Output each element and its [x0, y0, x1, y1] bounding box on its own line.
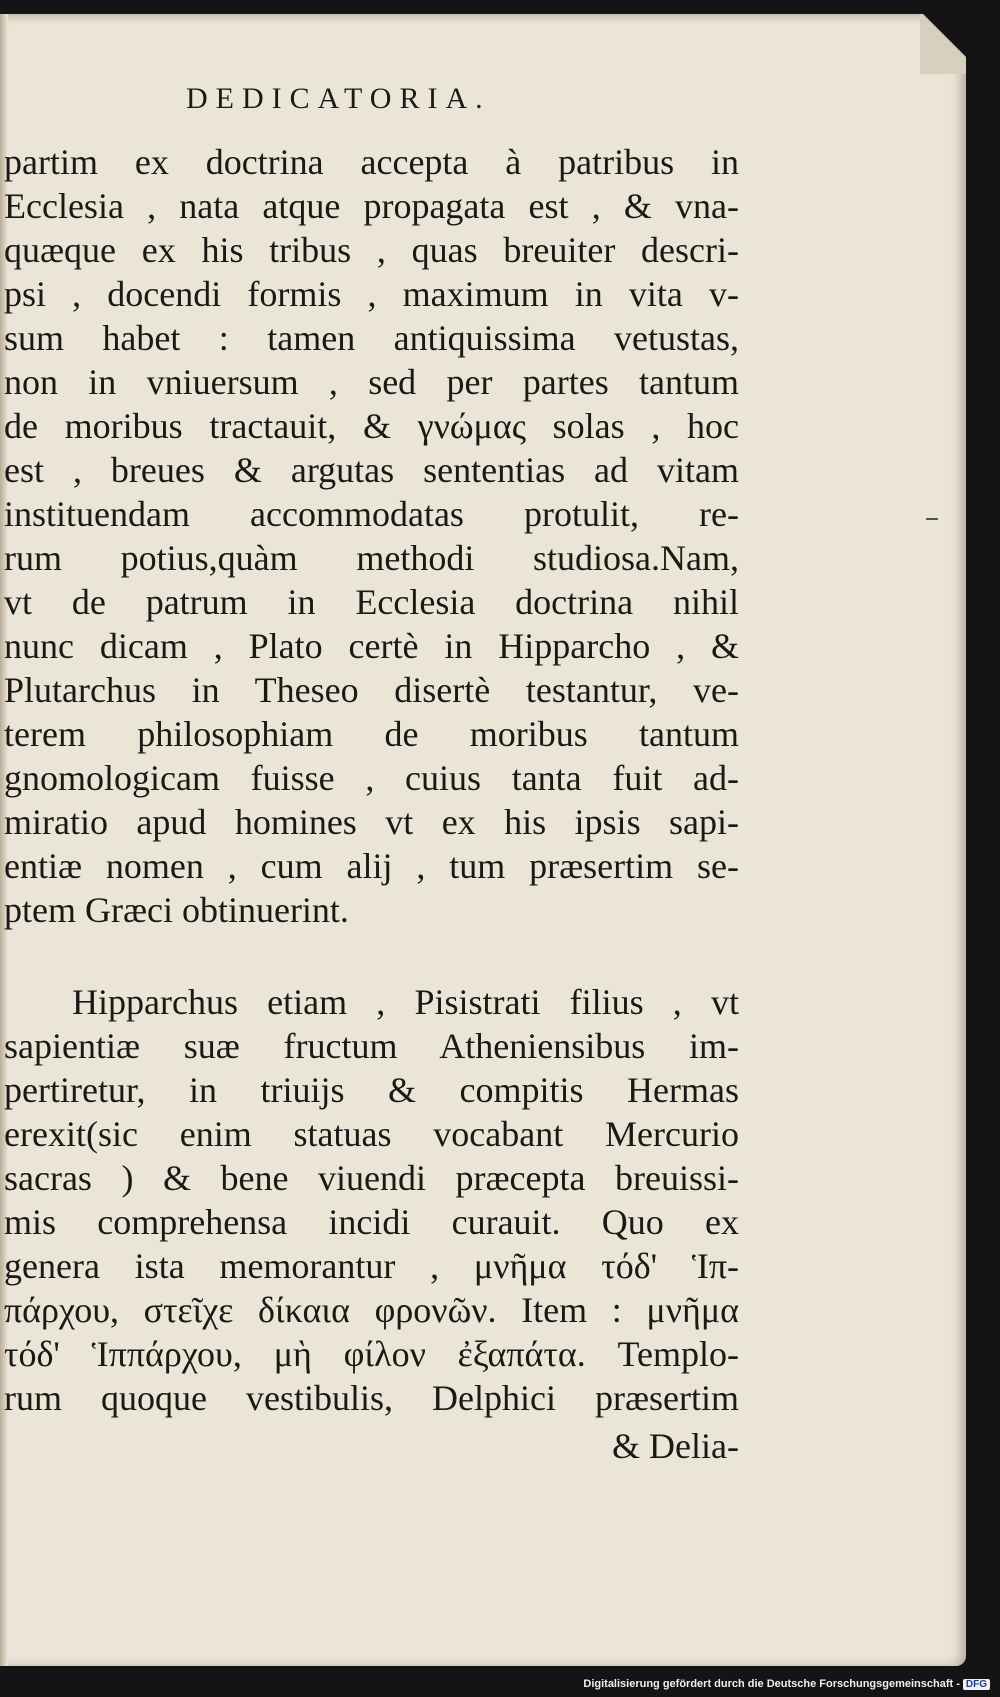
- text-line: de moribus tractauit, & γνώμας solas , hoc: [4, 406, 739, 446]
- text-line: est , breues & argutas sententias ad vitam: [4, 450, 739, 490]
- text-line: terem philosophiam de moribus tantum: [4, 714, 739, 754]
- text-line: nunc dicam , Plato certè in Hipparcho , &: [4, 626, 739, 666]
- text-line: entiæ nomen , cum alij , tum præsertim se-: [4, 846, 739, 886]
- digitization-credit: [583, 1678, 990, 1690]
- text-line: rum potius,quàm methodi studiosa.Nam,: [4, 538, 739, 578]
- text-line: quæque ex his tribus , quas breuiter descri-: [4, 230, 739, 270]
- text-line: non in vniuersum , sed per partes tantum: [4, 362, 739, 402]
- text-line: ptem Græci obtinuerint.: [4, 890, 349, 930]
- text-line: πάρχου, στεῖχε δίκαια φρονῶν. Item : μνῆμα: [4, 1290, 739, 1330]
- text-line: vt de patrum in Ecclesia doctrina nihil: [4, 582, 739, 622]
- text-line: mis comprehensa incidi curauit. Quo ex: [4, 1202, 739, 1242]
- text-line: partim ex doctrina accepta à patribus in: [4, 142, 739, 182]
- dfg-logo: DFG: [963, 1679, 990, 1690]
- text-line: pertiretur, in triuijs & compitis Hermas: [4, 1070, 739, 1110]
- text-line: genera ista memorantur , μνῆμα τόδ' Ἱπ-: [4, 1246, 739, 1286]
- page-corner-fold: [920, 14, 966, 74]
- text-line: instituendam accommodatas protulit, re-: [4, 494, 739, 534]
- text-line: psi , docendi formis , maximum in vita v-: [4, 274, 739, 314]
- margin-mark: [926, 518, 938, 520]
- text-line: τόδ' Ἱππάρχου, μὴ φίλον ἐξαπάτα. Templo-: [4, 1334, 739, 1374]
- text-line: erexit(sic enim statuas vocabant Mercurio: [4, 1114, 739, 1154]
- text-line: Plutarchus in Theseo disertè testantur, ve-: [4, 670, 739, 710]
- text-line: Ecclesia , nata atque propagata est , & vna-: [4, 186, 739, 226]
- text-line: rum quoque vestibulis, Delphici præsertim: [4, 1378, 739, 1418]
- credit-text: Digitalisierung gefördert durch die Deutsche Forschungsgemeinschaft -: [583, 1678, 960, 1690]
- text-line: sapientiæ suæ fructum Atheniensibus im-: [4, 1026, 739, 1066]
- text-line: miratio apud homines vt ex his ipsis sapi-: [4, 802, 739, 842]
- text-line: gnomologicam fuisse , cuius tanta fuit ad-: [4, 758, 739, 798]
- text-line: sacras ) & bene viuendi præcepta breuissi-: [4, 1158, 739, 1198]
- running-header: DEDICATORIA.: [186, 82, 491, 115]
- text-line: sum habet : tamen antiquissima vetustas,: [4, 318, 739, 358]
- text-line: Hipparchus etiam , Pisistrati filius , vt: [72, 982, 739, 1022]
- catchword: & Delia-: [612, 1426, 739, 1466]
